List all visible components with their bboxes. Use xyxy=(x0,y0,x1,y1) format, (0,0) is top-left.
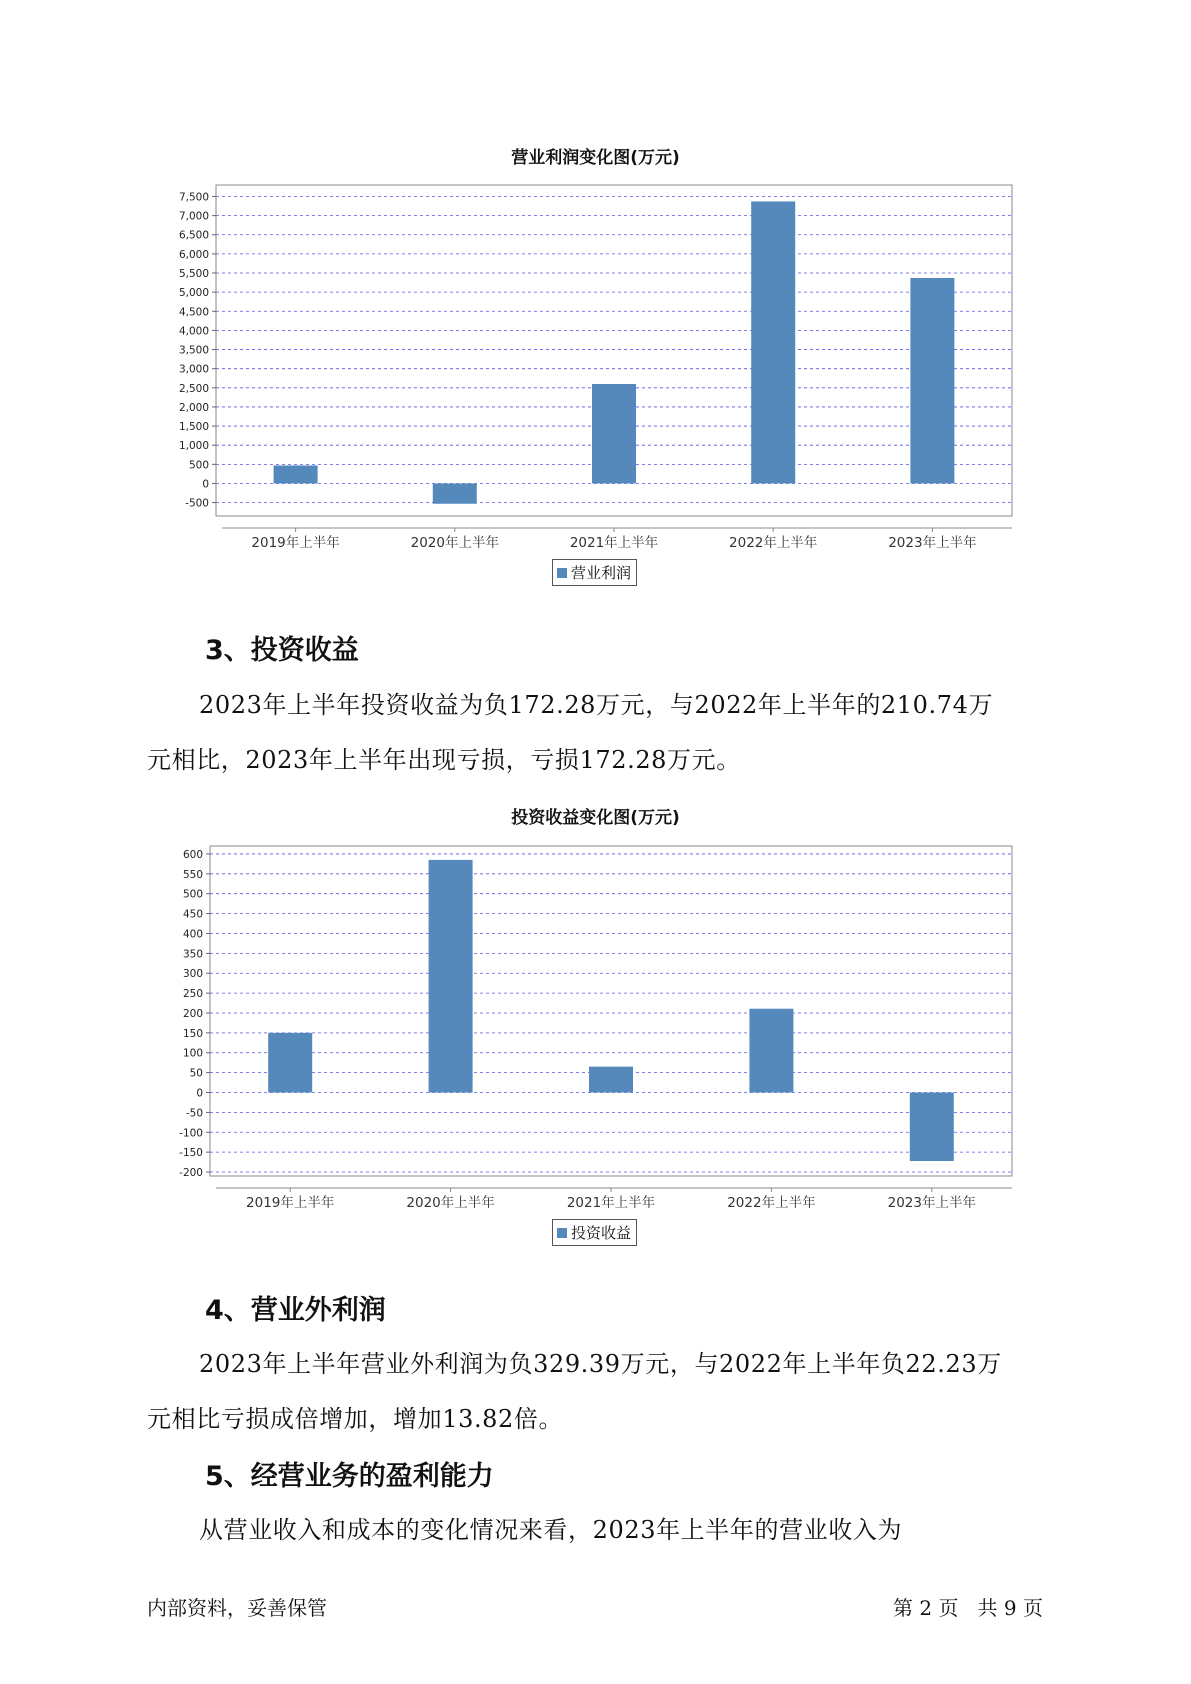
bar xyxy=(429,860,473,1093)
legend-label: 投资收益 xyxy=(571,1224,632,1242)
x-tick-label: 2022年上半年 xyxy=(729,535,818,551)
plot-area xyxy=(210,846,1012,1176)
y-tick-label: 2,000 xyxy=(178,401,209,414)
y-tick-label: 7,000 xyxy=(178,210,209,223)
legend-investment-income xyxy=(552,1219,637,1246)
chart-title-operating-profit: 营业利润变化图(万元) xyxy=(511,148,680,168)
paragraph-line xyxy=(147,1337,1072,1392)
y-tick-label: -100 xyxy=(179,1127,203,1140)
paragraph-text: 2023年上半年投资收益为负172.28万元，与2022年上半年的210.74万 xyxy=(199,691,994,719)
y-tick-label: 0 xyxy=(202,478,209,491)
legend-label: 营业利润 xyxy=(571,564,632,582)
section-heading-profitability: 5、经营业务的盈利能力 xyxy=(205,1461,494,1492)
y-tick-label: 1,000 xyxy=(178,440,209,453)
section-heading-non-operating-profit: 4、营业外利润 xyxy=(205,1295,386,1326)
bar xyxy=(749,1009,793,1093)
y-tick-label: 50 xyxy=(189,1067,203,1080)
x-tick-label: 2021年上半年 xyxy=(569,535,659,551)
y-tick-label: 400 xyxy=(182,928,203,941)
x-tick-label: 2023年上半年 xyxy=(887,1195,976,1211)
footer-page-number: 第 2 页 共 9 页 xyxy=(893,1596,1043,1620)
paragraph-line: 元相比，2023年上半年出现亏损，亏损172.28万元。 xyxy=(147,746,741,774)
y-tick-label: 6,000 xyxy=(178,248,209,261)
x-tick-label: 2021年上半年 xyxy=(566,1195,656,1211)
x-tick-label: 2020年上半年 xyxy=(406,1195,495,1211)
bar xyxy=(268,1033,312,1093)
y-tick-label: 3,500 xyxy=(178,344,209,357)
y-tick-label: -500 xyxy=(185,497,209,510)
y-tick-label: -200 xyxy=(179,1167,203,1180)
bar xyxy=(910,1093,954,1161)
y-tick-label: 7,500 xyxy=(178,191,209,204)
y-tick-label: 450 xyxy=(182,908,203,921)
y-tick-label: 5,000 xyxy=(178,287,209,300)
y-tick-label: 200 xyxy=(182,1007,203,1020)
y-tick-label: 4,000 xyxy=(178,325,209,338)
paragraph-text: 从营业收入和成本的变化情况来看，2023年上半年的营业收入为 xyxy=(199,1516,903,1544)
y-tick-label: 100 xyxy=(182,1047,203,1060)
legend-swatch xyxy=(557,1228,567,1238)
x-tick-label: 2020年上半年 xyxy=(410,535,499,551)
bar xyxy=(589,1067,633,1093)
y-tick-label: 5,500 xyxy=(178,268,209,281)
y-tick-label: 550 xyxy=(182,868,203,881)
x-tick-label: 2022年上半年 xyxy=(727,1195,816,1211)
y-tick-label: -50 xyxy=(185,1107,203,1120)
y-tick-label: 150 xyxy=(182,1027,203,1040)
x-tick-label: 2023年上半年 xyxy=(888,535,977,551)
y-tick-label: 500 xyxy=(188,459,209,472)
paragraph-non-operating-profit xyxy=(147,1337,1072,1447)
y-tick-label: 250 xyxy=(182,988,203,1001)
y-tick-label: 600 xyxy=(182,848,203,861)
y-tick-label: 1,500 xyxy=(178,421,209,434)
y-tick-label: 3,000 xyxy=(178,363,209,376)
y-tick-label: -150 xyxy=(179,1147,203,1160)
chart-title-investment-income: 投资收益变化图(万元) xyxy=(511,808,680,828)
footer-confidential-note: 内部资料，妥善保管 xyxy=(147,1596,327,1620)
y-tick-label: 4,500 xyxy=(178,306,209,319)
paragraph-profitability xyxy=(147,1503,1072,1558)
section-heading-investment-income: 3、投资收益 xyxy=(205,635,359,666)
paragraph-line xyxy=(147,1503,1072,1558)
y-tick-label: 500 xyxy=(182,888,203,901)
y-tick-label: 300 xyxy=(182,968,203,981)
paragraph-text: 2023年上半年营业外利润为负329.39万元，与2022年上半年负22.23万 xyxy=(199,1350,1002,1378)
paragraph-line: 元相比亏损成倍增加，增加13.82倍。 xyxy=(147,1405,564,1433)
y-tick-label: 0 xyxy=(196,1087,203,1100)
y-tick-label: 2,500 xyxy=(178,382,209,395)
y-tick-label: 350 xyxy=(182,948,203,961)
x-tick-label: 2019年上半年 xyxy=(251,535,340,551)
x-tick-label: 2019年上半年 xyxy=(246,1195,335,1211)
y-tick-label: 6,500 xyxy=(178,229,209,242)
